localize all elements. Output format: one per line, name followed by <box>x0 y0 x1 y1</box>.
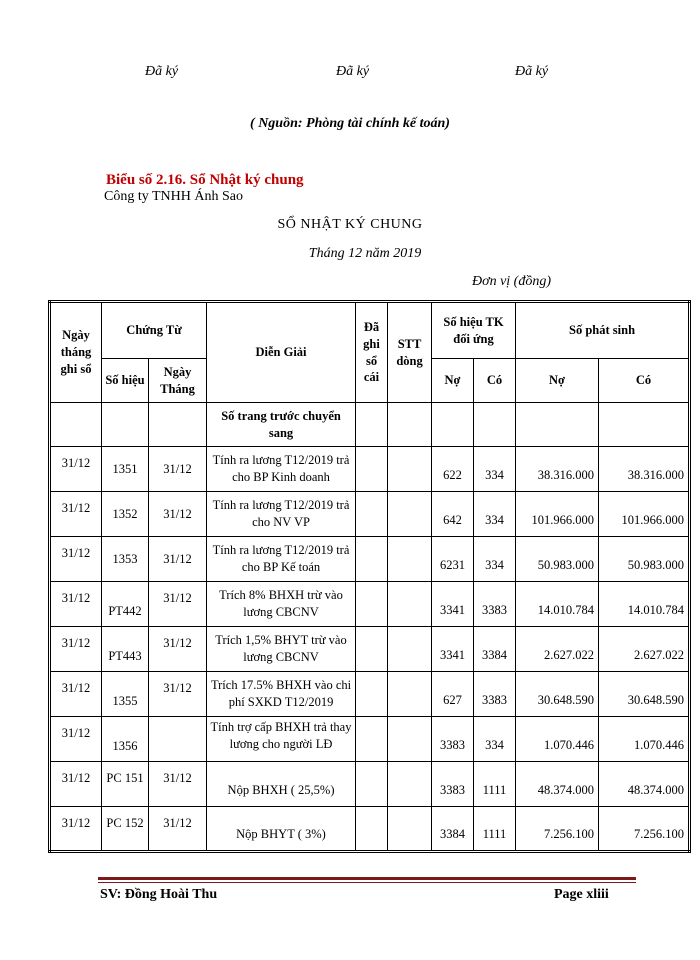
document-title: SỔ NHẬT KÝ CHUNG <box>277 217 423 232</box>
cell-voucher-date: 31/12 <box>149 537 207 582</box>
header-description: Diễn Giải <box>207 302 356 403</box>
cell-credit-amount: 38.316.000 <box>599 447 690 492</box>
table-row <box>50 537 690 582</box>
cell-date: 31/12 <box>50 492 102 537</box>
cell-credit-account: 3383 <box>474 672 516 717</box>
source-note: ( Nguồn: Phòng tài chính kế toán) <box>250 116 450 131</box>
carry-forward-label: Số trang trước chuyển sang <box>207 403 356 447</box>
cell-date: 31/12 <box>50 672 102 717</box>
cell-debit-amount: 30.648.590 <box>516 672 599 717</box>
header-voucher-no: Số hiệu <box>102 359 149 403</box>
header-account: Số hiệu TK đối ứng <box>432 302 516 359</box>
cell-voucher-no: PT442 <box>102 582 149 627</box>
cell-voucher-no: 1353 <box>102 537 149 582</box>
footer-student: SV: Đồng Hoài Thu <box>100 887 218 902</box>
cell-credit-account: 334 <box>474 447 516 492</box>
cell-voucher-no: PC 152 <box>102 807 149 852</box>
cell-description: Nộp BHYT ( 3%) <box>207 807 356 852</box>
header-amount-credit: Có <box>599 359 690 403</box>
cell-voucher-date: 31/12 <box>149 492 207 537</box>
cell-description: Tính ra lương T12/2019 trả cho NV VP <box>207 492 356 537</box>
table-row <box>50 447 690 492</box>
cell-description: Nộp BHXH ( 25,5%) <box>207 762 356 807</box>
cell-debit-account: 642 <box>432 492 474 537</box>
cell-description: Trích 8% BHXH trừ vào lương CBCNV <box>207 582 356 627</box>
cell-debit-account: 3383 <box>432 762 474 807</box>
cell-voucher-no: 1352 <box>102 492 149 537</box>
cell-date: 31/12 <box>50 807 102 852</box>
cell-credit-amount: 30.648.590 <box>599 672 690 717</box>
cell-voucher-no: PC 151 <box>102 762 149 807</box>
cell-credit-amount: 101.966.000 <box>599 492 690 537</box>
cell-credit-account: 3384 <box>474 627 516 672</box>
header-voucher-date: Ngày Tháng <box>149 359 207 403</box>
footer-rule-thin <box>98 882 636 883</box>
cell-debit-account: 3341 <box>432 582 474 627</box>
cell-debit-account: 6231 <box>432 537 474 582</box>
table-row <box>50 627 690 672</box>
signature-3: Đã ký <box>515 64 549 79</box>
header-line-no: STT dòng <box>388 302 432 403</box>
cell-debit-amount: 38.316.000 <box>516 447 599 492</box>
header-account-debit: Nợ <box>432 359 474 403</box>
table-row <box>50 717 690 762</box>
cell-description: Tính trợ cấp BHXH trả thay lương cho người LĐ <box>207 717 356 762</box>
header-posted: Đã ghi sổ cái <box>356 302 388 403</box>
footer-rule <box>98 877 636 880</box>
cell-debit-account: 627 <box>432 672 474 717</box>
cell-credit-amount: 48.374.000 <box>599 762 690 807</box>
cell-voucher-date: 31/12 <box>149 807 207 852</box>
table-row <box>50 492 690 537</box>
cell-debit-amount: 101.966.000 <box>516 492 599 537</box>
currency-unit: Đơn vị (đồng) <box>472 274 552 289</box>
cell-credit-account: 334 <box>474 537 516 582</box>
cell-credit-amount: 50.983.000 <box>599 537 690 582</box>
cell-description: Trích 1,5% BHYT trừ vào lương CBCNV <box>207 627 356 672</box>
table-row <box>50 807 690 852</box>
cell-voucher-no: PT443 <box>102 627 149 672</box>
cell-credit-amount: 1.070.446 <box>599 717 690 762</box>
cell-credit-account: 334 <box>474 492 516 537</box>
form-label: Biểu số 2.16. Sổ Nhật ký chung <box>106 172 304 188</box>
header-date: Ngày tháng ghi sổ <box>50 302 102 403</box>
header-voucher: Chứng Từ <box>102 302 207 359</box>
cell-debit-account: 3383 <box>432 717 474 762</box>
cell-debit-amount: 1.070.446 <box>516 717 599 762</box>
cell-debit-amount: 7.256.100 <box>516 807 599 852</box>
cell-voucher-no: 1351 <box>102 447 149 492</box>
cell-credit-amount: 7.256.100 <box>599 807 690 852</box>
cell-date: 31/12 <box>50 627 102 672</box>
cell-voucher-no: 1355 <box>102 672 149 717</box>
table-row <box>50 582 690 627</box>
footer-page-number: Page xliii <box>554 887 609 902</box>
cell-voucher-no: 1356 <box>102 717 149 762</box>
cell-voucher-date: 31/12 <box>149 762 207 807</box>
cell-description: Tính ra lương T12/2019 trả cho BP Kế toán <box>207 537 356 582</box>
cell-credit-amount: 2.627.022 <box>599 627 690 672</box>
cell-debit-account: 3341 <box>432 627 474 672</box>
cell-description: Tính ra lương T12/2019 trả cho BP Kinh doanh <box>207 447 356 492</box>
cell-date: 31/12 <box>50 447 102 492</box>
cell-credit-account: 334 <box>474 717 516 762</box>
cell-voucher-date <box>149 717 207 762</box>
cell-debit-amount: 2.627.022 <box>516 627 599 672</box>
cell-voucher-date: 31/12 <box>149 627 207 672</box>
table-row-carry-forward <box>50 403 690 447</box>
company-name: Công ty TNHH Ánh Sao <box>104 189 243 204</box>
document-period: Tháng 12 năm 2019 <box>308 246 422 261</box>
cell-date: 31/12 <box>50 717 102 762</box>
signature-1: Đã ký <box>145 64 179 79</box>
header-amount: Số phát sinh <box>516 302 690 359</box>
cell-debit-amount: 50.983.000 <box>516 537 599 582</box>
cell-credit-account: 3383 <box>474 582 516 627</box>
cell-date: 31/12 <box>50 582 102 627</box>
cell-credit-account: 1111 <box>474 807 516 852</box>
header-amount-debit: Nợ <box>516 359 599 403</box>
cell-debit-account: 622 <box>432 447 474 492</box>
header-account-credit: Có <box>474 359 516 403</box>
cell-credit-amount: 14.010.784 <box>599 582 690 627</box>
cell-date: 31/12 <box>50 762 102 807</box>
cell-voucher-date: 31/12 <box>149 447 207 492</box>
cell-voucher-date: 31/12 <box>149 582 207 627</box>
signature-2: Đã ký <box>336 64 370 79</box>
cell-description: Trích 17.5% BHXH vào chi phí SXKD T12/2019 <box>207 672 356 717</box>
table-row <box>50 762 690 807</box>
cell-debit-amount: 48.374.000 <box>516 762 599 807</box>
cell-debit-account: 3384 <box>432 807 474 852</box>
cell-debit-amount: 14.010.784 <box>516 582 599 627</box>
cell-date: 31/12 <box>50 537 102 582</box>
cell-voucher-date: 31/12 <box>149 672 207 717</box>
table-row <box>50 672 690 717</box>
cell-credit-account: 1111 <box>474 762 516 807</box>
general-journal-table <box>48 300 691 853</box>
